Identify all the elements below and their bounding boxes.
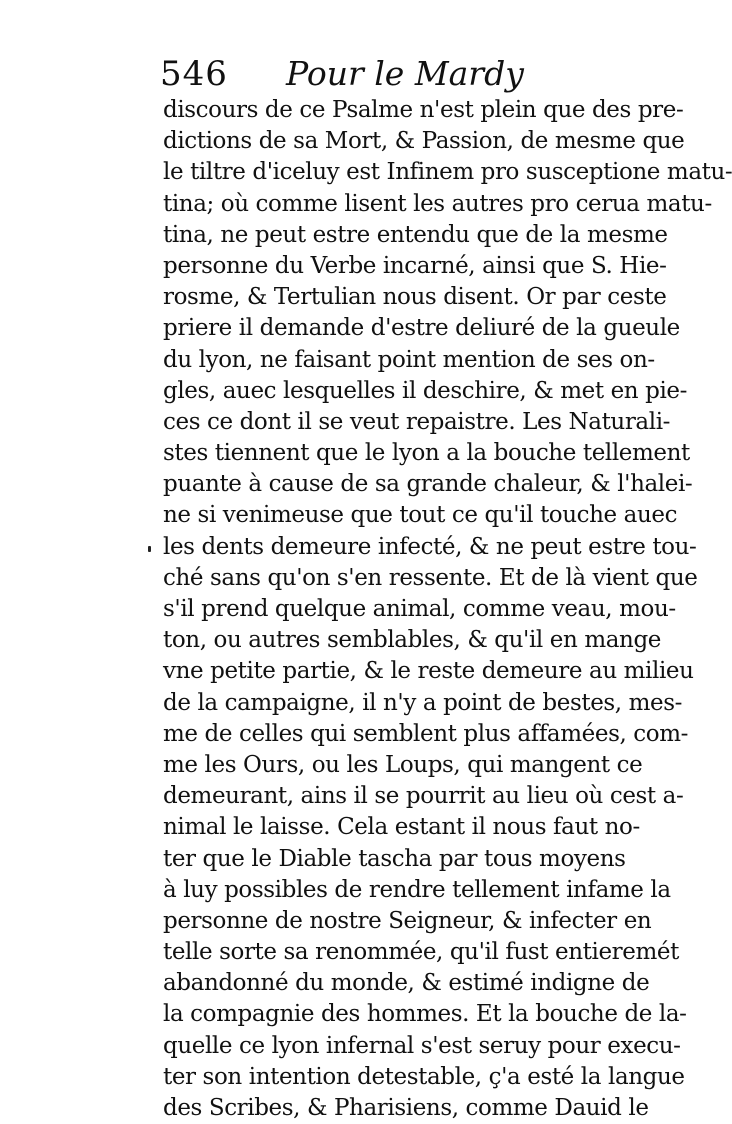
- text-line: ché sans qu'on s'en ressente. Et de là vient que: [163, 564, 698, 591]
- running-head: Pour le Mardy: [286, 54, 524, 93]
- text-line: dictions de sa Mort, & Passion, de mesme que: [163, 128, 685, 155]
- text-line: puante à cause de sa grande chaleur, & l'halei-: [163, 471, 693, 498]
- text-line: ton, ou autres semblables, & qu'il en mange: [163, 627, 661, 654]
- text-line: demeurant, ains il se pourrit au lieu où cest a-: [163, 783, 684, 810]
- page-number: 546: [160, 54, 228, 94]
- text-line: du lyon, ne faisant point mention de ses on-: [163, 346, 655, 373]
- text-line: me de celles qui semblent plus affamées, com-: [163, 720, 689, 747]
- text-line: vne petite partie, & le reste demeure au milieu: [163, 658, 694, 685]
- text-line: me les Ours, ou les Loups, qui mangent ce: [163, 751, 643, 778]
- text-line: rosme, & Tertulian nous disent. Or par ceste: [163, 284, 667, 311]
- page-header: [160, 54, 580, 94]
- text-line: gles, auec lesquelles il deschire, & met en pie-: [163, 377, 687, 404]
- body-text: [163, 95, 732, 1124]
- text-line: ter son intention detestable, ç'a esté la langue: [163, 1063, 685, 1090]
- text-line: les dents demeure infecté, & ne peut estre tou-: [163, 533, 697, 560]
- text-line: des Scribes, & Pharisiens, comme Dauid le: [163, 1095, 649, 1121]
- text-line: ces ce dont il se veut repaistre. Les Naturali-: [163, 408, 671, 435]
- text-line: la compagnie des hommes. Et la bouche de la-: [163, 1001, 687, 1028]
- text-line: discours de ce Psalme n'est plein que des pre-: [163, 97, 684, 123]
- text-line: quelle ce lyon infernal s'est seruy pour execu-: [163, 1032, 681, 1059]
- text-line: ter que le Diable tascha par tous moyens: [163, 845, 626, 872]
- text-line: nimal le laisse. Cela estant il nous faut no-: [163, 814, 640, 841]
- text-line: abandonné du monde, & estimé indigne de: [163, 970, 650, 997]
- text-line: tina, ne peut estre entendu que de la mesme: [163, 221, 668, 248]
- ink-speck: [148, 546, 151, 552]
- text-line: personne de nostre Seigneur, & infecter en: [163, 907, 652, 934]
- text-line: de la campaigne, il n'y a point de bestes, mes-: [163, 689, 683, 716]
- text-line: s'il prend quelque animal, comme veau, mou-: [163, 596, 676, 622]
- text-line: personne du Verbe incarné, ainsi que S. Hie-: [163, 252, 667, 279]
- text-line: priere il demande d'estre deliuré de la gueule: [163, 315, 680, 342]
- text-line: telle sorte sa renommée, qu'il fust entieremét: [163, 939, 679, 966]
- text-line: à luy possibles de rendre tellement infame la: [163, 876, 671, 903]
- text-line: ne si venimeuse que tout ce qu'il touche auec: [163, 502, 678, 529]
- text-line: stes tiennent que le lyon a la bouche tellement: [163, 440, 690, 467]
- text-line: tina; où comme lisent les autres pro ceruа matu-: [163, 190, 712, 217]
- text-line: le tiltre d'iceluy est Infinem pro susceptione matu-: [163, 159, 732, 186]
